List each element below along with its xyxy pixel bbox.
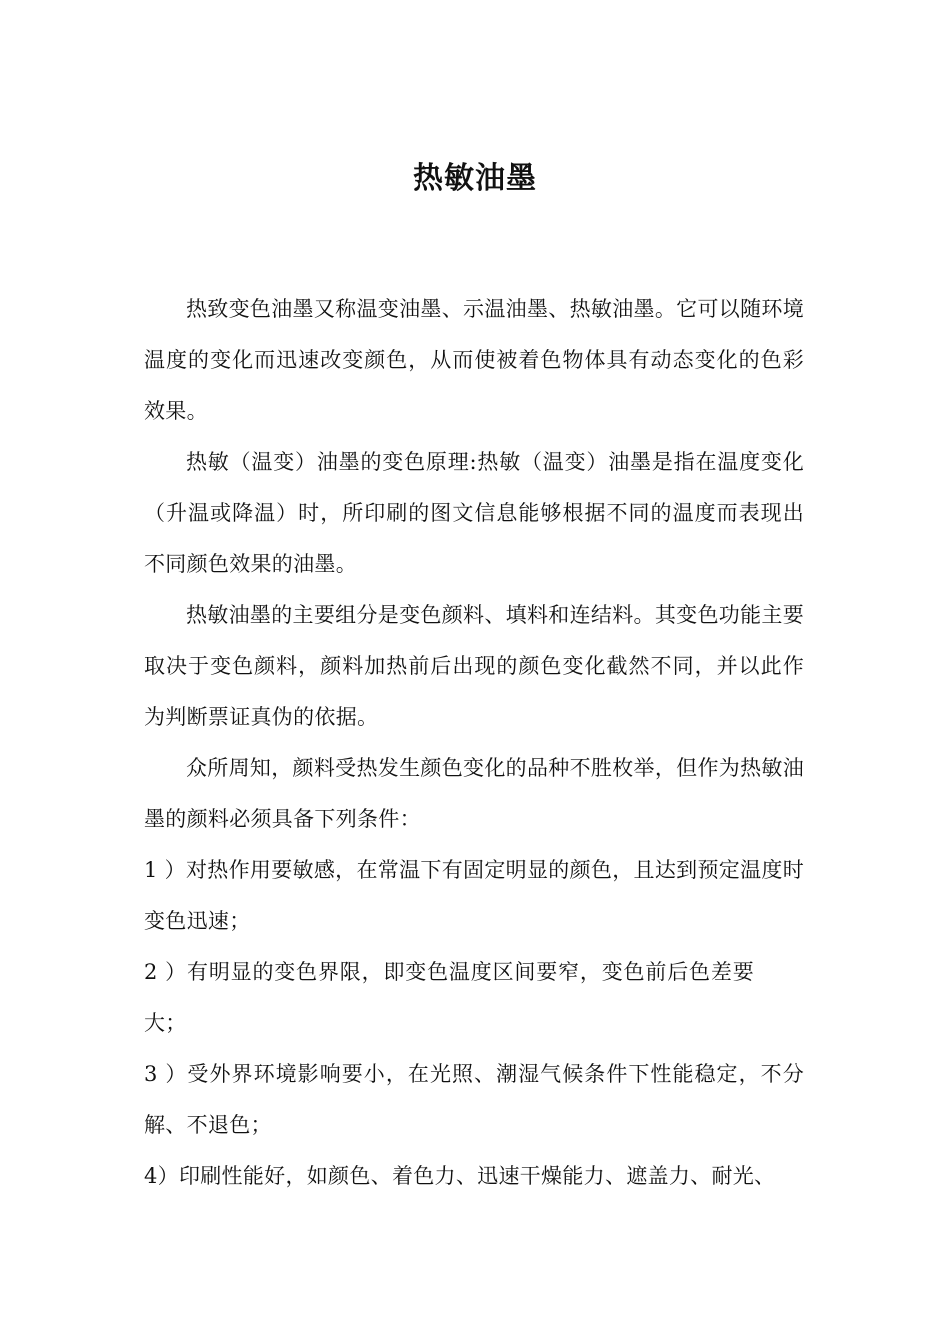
- list-item-3: 3 ）受外界环境影响要小，在光照、潮湿气候条件下性能稳定，不分解、不退色；: [144, 1062, 804, 1137]
- paragraph-requirements-intro: 众所周知，颜料受热发生颜色变化的品种不胜枚举，但作为热敏油墨的颜料必须具备下列条件：: [144, 756, 804, 831]
- list-item-4: 4）印刷性能好，如颜色、着色力、迅速干燥能力、遮盖力、耐光、: [144, 1164, 776, 1188]
- document-title: 热敏油墨: [413, 161, 537, 196]
- paragraph-composition: 热敏油墨的主要组分是变色颜料、填料和连结料。其变色功能主要取决于变色颜料，颜料加热前后出现的颜色变化截然不同，并以此作为判断票证真伪的依据。: [144, 603, 804, 729]
- list-item-1: 1 ）对热作用要敏感，在常温下有固定明显的颜色，且达到预定温度时变色迅速；: [144, 858, 804, 933]
- list-item-2: 2 ）有明显的变色界限，即变色温度区间要窄，变色前后色差要大；: [144, 960, 754, 1035]
- document-body: [144, 284, 804, 1202]
- paragraph-principle: 热敏（温变）油墨的变色原理:热敏（温变）油墨是指在温度变化（升温或降温）时，所印刷的图文信息能够根据不同的温度而表现出不同颜色效果的油墨。: [144, 450, 804, 576]
- paragraph-definition: 热致变色油墨又称温变油墨、示温油墨、热敏油墨。它可以随环境温度的变化而迅速改变颜色，从而使被着色物体具有动态变化的色彩效果。: [144, 297, 804, 423]
